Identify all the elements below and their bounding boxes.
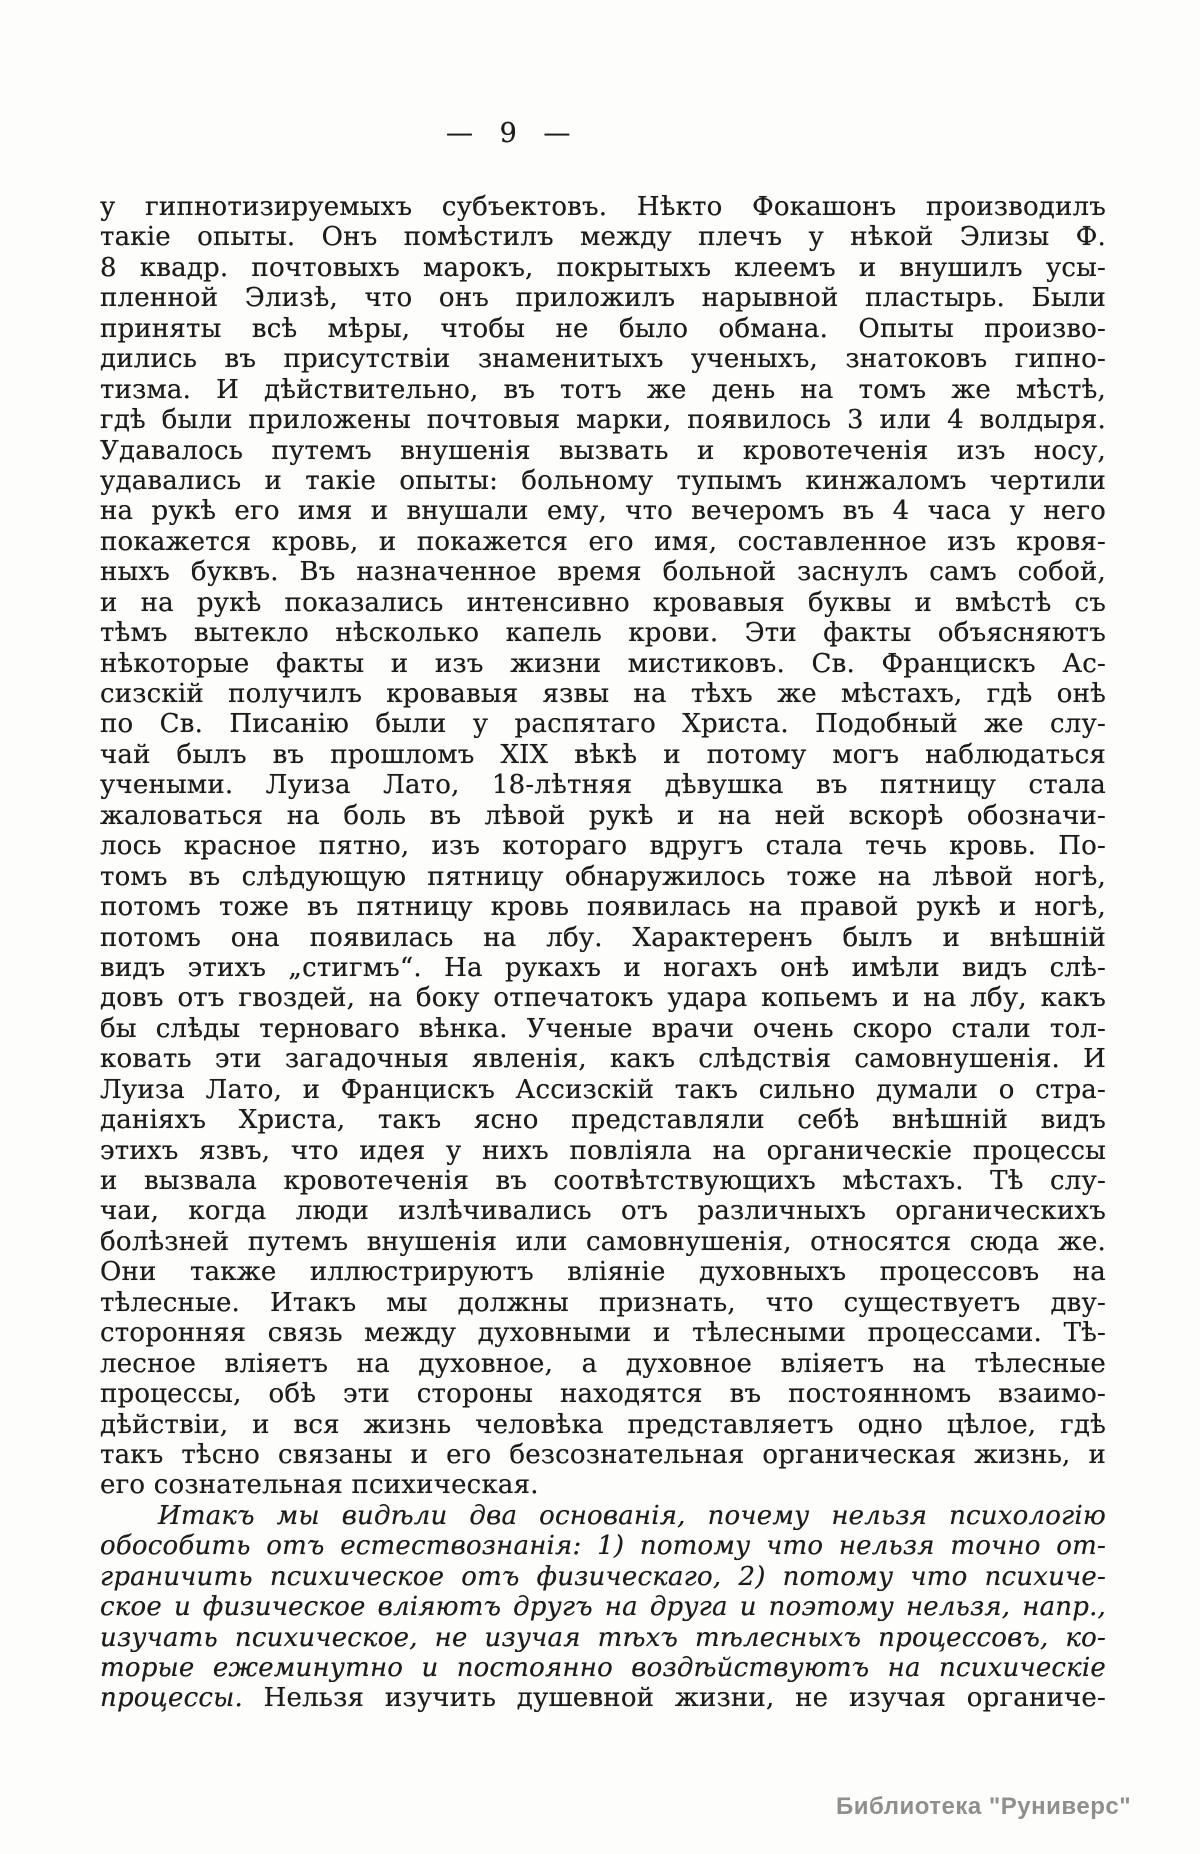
text-line: нѣкоторые факты и изъ жизни мистиковъ. Св. Францискъ Ас- — [100, 648, 1106, 679]
text-line: Луиза Лато, и Францискъ Ассизскій такъ сильно думали о стра- — [100, 1074, 1106, 1105]
text-line: этихъ язвъ, что идея у нихъ повліяла на органическіе процессы — [100, 1135, 1106, 1166]
text-line: учеными. Луиза Лато, 18-лѣтняя дѣвушка въ пятницу стала — [100, 770, 1106, 801]
text-line: Удавалось путемъ внушенія вызвать и кровотеченія изъ носу, — [100, 435, 1106, 466]
text-line: покажется кровь, и покажется его имя, составленное изъ кровя- — [100, 526, 1106, 557]
text-line: такіе опыты. Онъ помѣстилъ между плечъ у нѣкой Элизы Ф. — [100, 222, 1106, 253]
library-watermark: Библиотека "Руниверс" — [836, 1793, 1132, 1820]
text-line: приняты всѣ мѣры, чтобы не было обмана. Опыты произво- — [100, 313, 1106, 344]
text-line: ское и физическое вліяютъ другъ на друга и поэтому нельзя, напр., — [100, 1592, 1106, 1623]
text-line: лесное вліяетъ на духовное, а духовное вліяетъ на тѣлесные — [100, 1348, 1106, 1379]
text-line: Они также иллюстрируютъ вліяніе духовныхъ процессовъ на — [100, 1257, 1106, 1288]
text-line: бы слѣды терноваго вѣнка. Ученые врачи очень скоро стали тол- — [100, 1013, 1106, 1044]
text-line: даніяхъ Христа, такъ ясно представляли себѣ внѣшній видъ — [100, 1105, 1106, 1136]
text-segment: процессы. — [100, 1683, 243, 1714]
text-line: изучать психическое, не изучая тѣхъ тѣлесныхъ процессовъ, ко- — [100, 1622, 1106, 1653]
text-line: такъ тѣсно связаны и его безсознательная органическая жизнь, и — [100, 1439, 1106, 1470]
text-line: тѣмъ вытекло нѣсколько капель крови. Эти факты объясняютъ — [100, 618, 1106, 649]
text-line: обособить отъ естествознанія: 1) потому что нельзя точно от- — [100, 1531, 1106, 1562]
text-line: чаи, когда люди излѣчивались отъ различныхъ органическихъ — [100, 1196, 1106, 1227]
text-line: лось красное пятно, изъ котораго вдругъ стала течь кровь. По- — [100, 831, 1106, 862]
page-number: — 9 — — [446, 118, 572, 149]
text-line: у гипнотизируемыхъ субъектовъ. Нѣкто Фокашонъ производилъ — [100, 192, 1106, 222]
text-line: Итакъ мы видѣли два основанія, почему нельзя психологію — [158, 1500, 1106, 1531]
text-line: чай былъ въ прошломъ XIX вѣкѣ и потому могъ наблюдаться — [100, 739, 1106, 770]
text-line: процессы, обѣ эти стороны находятся въ постоянномъ взаимо- — [100, 1379, 1106, 1410]
text-line: болѣзней путемъ внушенія или самовнушенія, относятся сюда же. — [100, 1226, 1106, 1257]
text-line: ковать эти загадочныя явленія, какъ слѣдствія самовнушенія. И — [100, 1044, 1106, 1075]
text-line: гдѣ были приложены почтовыя марки, появилось 3 или 4 волдыря. — [100, 405, 1106, 436]
text-line: тѣлесные. Итакъ мы должны признать, что существуетъ дву- — [100, 1287, 1106, 1318]
text-line: ныхъ буквъ. Въ назначенное время больной заснулъ самъ собой, — [100, 557, 1106, 588]
text-block — [100, 192, 1106, 1714]
text-line: потомъ она появилась на лбу. Характеренъ былъ и внѣшній — [100, 922, 1106, 953]
text-line: потомъ тоже въ пятницу кровь появилась на правой рукѣ и ногѣ, — [100, 892, 1106, 923]
text-line: по Св. Писанію были у распятаго Христа. Подобный же слу- — [100, 709, 1106, 740]
text-line: дились въ присутствіи знаменитыхъ ученыхъ, знатоковъ гипно- — [100, 344, 1106, 375]
text-line: 8 квадр. почтовыхъ марокъ, покрытыхъ клеемъ и внушилъ усы- — [100, 252, 1106, 283]
text-line: видъ этихъ „стигмъ“. На рукахъ и ногахъ онѣ имѣли видъ слѣ- — [100, 952, 1106, 983]
text-segment: Нельзя изучить душевной жизни, не изучая органиче- — [242, 1683, 1106, 1714]
text-line: дѣйствіи, и вся жизнь человѣка представляетъ одно цѣлое, гдѣ — [100, 1409, 1106, 1440]
text-line: удавались и такіе опыты: больному тупымъ кинжаломъ чертили — [100, 465, 1106, 496]
text-line — [100, 1683, 1106, 1713]
text-line: пленной Элизѣ, что онъ приложилъ нарывной пластырь. Были — [100, 283, 1106, 314]
text-line: томъ въ слѣдующую пятницу обнаружилось тоже на лѣвой ногѣ, — [100, 861, 1106, 892]
text-line: на рукѣ его имя и внушали ему, что вечеромъ въ 4 часа у него — [100, 496, 1106, 527]
text-line: жаловаться на боль въ лѣвой рукѣ и на ней вскорѣ обозначи- — [100, 800, 1106, 831]
text-line: граничить психическое отъ физическаго, 2) потому что психиче- — [100, 1561, 1106, 1592]
text-line: и на рукѣ показались интенсивно кровавыя буквы и вмѣстѣ съ — [100, 587, 1106, 618]
text-line: тизма. И дѣйствительно, въ тотъ же день на томъ же мѣстѣ, — [100, 374, 1106, 405]
text-line: торые ежеминутно и постоянно воздѣйствуютъ на психическіе — [100, 1653, 1106, 1683]
text-line: его сознательная психическая. — [100, 1470, 539, 1501]
text-line: сторонняя связь между духовными и тѣлесными процессами. Тѣ- — [100, 1318, 1106, 1349]
text-line: сизскій получилъ кровавыя язвы на тѣхъ же мѣстахъ, гдѣ онѣ — [100, 679, 1106, 709]
text-line: и вызвала кровотеченія въ соотвѣтствующихъ мѣстахъ. Тѣ слу- — [100, 1166, 1106, 1196]
text-line: довъ отъ гвоздей, на боку отпечатокъ удара копьемъ и на лбу, какъ — [100, 983, 1106, 1014]
